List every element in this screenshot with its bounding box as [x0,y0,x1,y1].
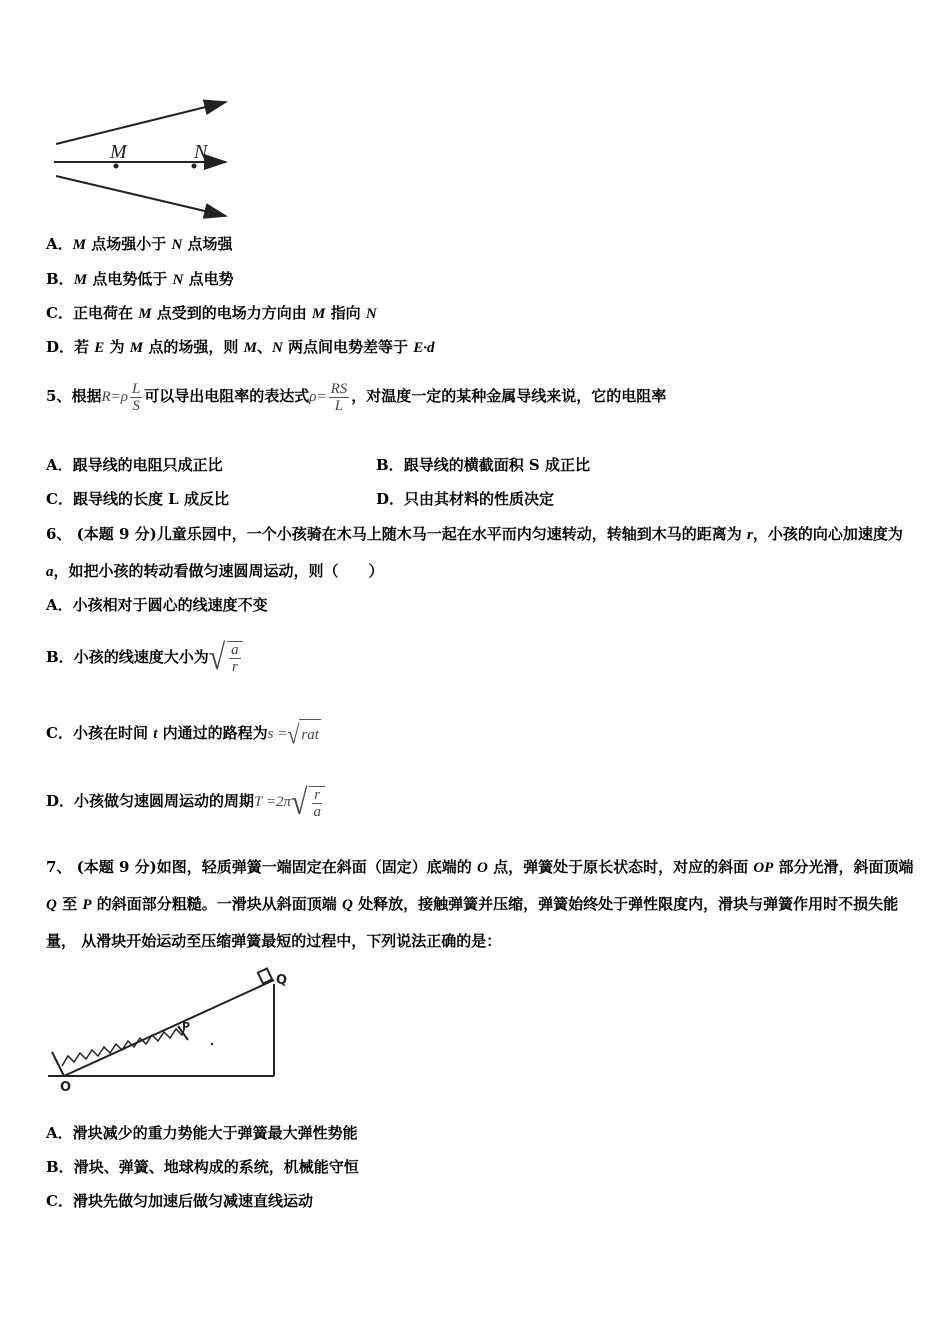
q7-option-b: B．滑块、弹簧、地球构成的系统，机械能守恒 [46,1158,359,1176]
q4-option-c: C．正电荷在 M 点受到的电场力方向由 M 指向 N [46,304,377,322]
formula-r: R=ρ $\frac{L}{S}$ [101,381,141,415]
q6-option-c: C．小孩在时间 t 内通过的路程为s = √ rat [46,718,319,749]
q5-option-a: A．跟导线的电阻只成正比 [46,456,223,474]
q4-option-a: A．M 点场强小于 N 点场强 [46,235,233,253]
q6-option-d: D．小孩做匀速圆周运动的周期T =2π √ $\frac{r}{a}$ [46,778,327,826]
q7-stem: 7、 (本题 9 分)如图，轻质弹簧一端固定在斜面（固定）底端的 O 点，弹簧处于原长状态时，对应的斜面 OP 部分光滑，斜面顶端 Q 至 P 的斜面部分粗糙。一滑块从斜面顶端 Q 处释放，接触弹簧并压缩，弹簧始终处于弹性限度内，滑块与弹簧作用时不损失能量， 从滑块开始运动至压缩弹簧最短的过程中，下列说法正确的是： [46,858,914,950]
incline-spring-figure [44,964,304,1094]
field-line-top [56,102,226,144]
spring [62,1029,184,1066]
label-n: N [194,141,208,163]
spring-wall [52,1052,64,1076]
q7-option-a: A．滑块减少的重力势能大于弹簧最大弹性势能 [46,1124,358,1142]
q7-option-c: C．滑块先做匀加速后做匀减速直线运动 [46,1192,313,1210]
label-p: P [182,1020,191,1033]
dot [211,1043,213,1045]
point-m [114,164,119,169]
field-lines-figure [46,96,246,226]
q6-stem: 6、 (本题 9 分)儿童乐园中，一个小孩骑在木马上随木马一起在水平而内匀速转动，转轴到木马的距离为 r，小孩的向心加速度为 a，如把小孩的转动看做匀速圆周运动，则（ ） [46,525,903,580]
incline-slope [64,980,274,1076]
label-q: Q [276,973,288,988]
formula-rho: ρ= $\frac{RS}{L}$ [309,381,348,415]
q5-stem: 5、根据R=ρ $\frac{L}{S}$ 可以导出电阻率的表达式ρ= $\frac{RS}{L}$ ，对温度一定的某种金属导线来说，它的电阻率 [46,381,667,415]
slider-block [258,968,272,983]
formula-t: T =2π √ $\frac{r}{a}$ [254,794,327,810]
q5-option-c: C．跟导线的长度 L 成反比 [46,490,229,508]
q4-option-b: B．M 点电势低于 N 点电势 [46,270,234,288]
label-o: O [60,1080,72,1094]
sqrt-a-over-r: √ $\frac{a}{r}$ [209,635,245,681]
q5-option-d: D．只由其材料的性质决定 [376,490,555,508]
q4-option-d: D．若 E 为 M 点的场强，则 M、N 两点间电势差等于 E·d [46,338,435,356]
q6-option-a: A．小孩相对于圆心的线速度不变 [46,596,268,614]
formula-s: s = √ rat [267,718,319,749]
field-line-bottom [56,176,226,216]
q5-option-b: B．跟导线的横截面积 S 成正比 [376,456,590,474]
point-n [192,164,197,169]
label-m: M [110,141,127,163]
q6-option-b: B．小孩的线速度大小为 √ $\frac{a}{r}$ [46,634,245,681]
